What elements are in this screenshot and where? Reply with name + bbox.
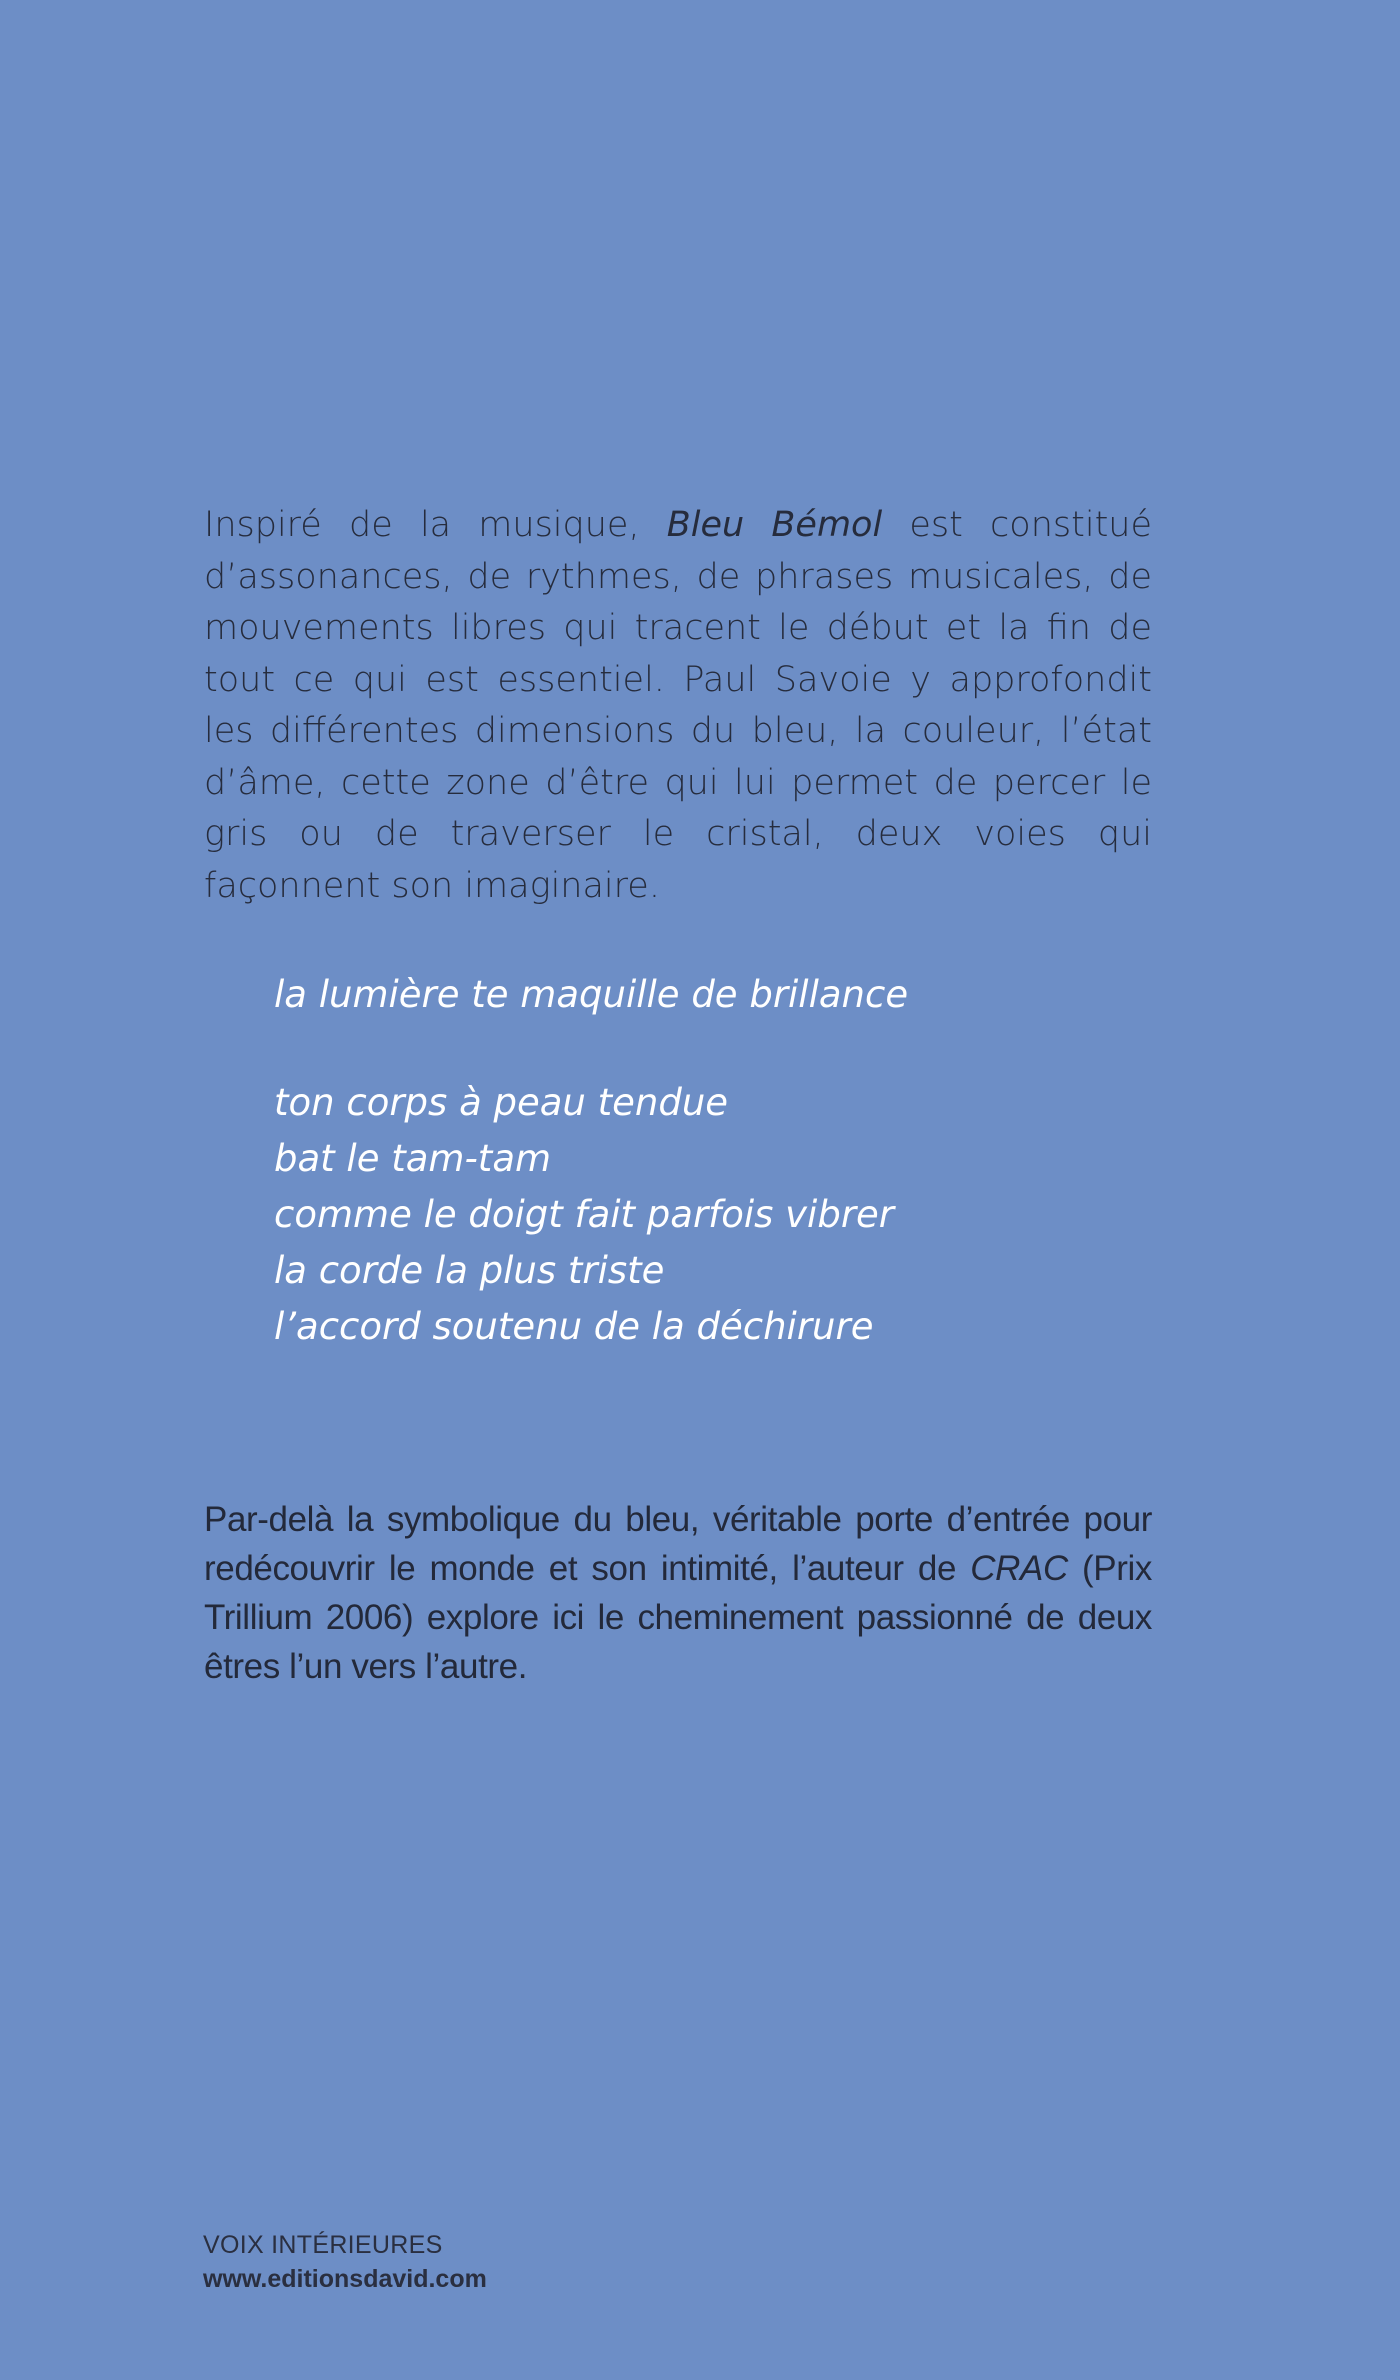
poem-line: ton corps à peau tendue bbox=[274, 1081, 729, 1124]
outro-text-end: (Prix Trillium 2006) explore ici le cheminement passionné de deux êtres l’un vers l’autre. bbox=[204, 1549, 1152, 1686]
poem-line: bat le tam-tam bbox=[274, 1137, 552, 1180]
poem-line: la corde la plus triste bbox=[274, 1249, 665, 1292]
poem-stanza-1 bbox=[274, 967, 1174, 1023]
book-title: Bleu Bémol bbox=[666, 505, 883, 545]
footer bbox=[203, 2228, 487, 2296]
poem-line: comme le doigt fait parfois vibrer bbox=[274, 1193, 895, 1236]
intro-text-end: est constitué d’assonances, de rythmes, de phrases musicales, de mouvements libres qui tracent le début et la fin de tout ce qui est essentiel. Paul Savoie y approfondit les différentes dimensions du bleu, la couleur, l’état d’âme, cette zone d’être qui lui permet de percer le gris ou de traverser le cristal, deux voies qui façonnent son imaginaire. bbox=[204, 505, 1153, 906]
outro-paragraph bbox=[204, 1495, 1152, 1691]
collection-name: VOIX INTÉRIEURES bbox=[203, 2231, 443, 2259]
poem-line: l’accord soutenu de la déchirure bbox=[274, 1305, 874, 1348]
poem-stanza-2 bbox=[274, 1075, 1174, 1355]
publisher-website: www.editionsdavid.com bbox=[203, 2265, 487, 2293]
outro-text-start: Par-delà la symbolique du bleu, véritable porte d’entrée pour redécouvrir le monde et son intimité, l’auteur de bbox=[204, 1500, 1152, 1588]
intro-text-start: Inspiré de la musique, bbox=[204, 505, 667, 545]
poem-line: la lumière te maquille de brillance bbox=[274, 973, 909, 1016]
intro-paragraph bbox=[204, 500, 1152, 912]
previous-book-title: CRAC bbox=[970, 1549, 1068, 1588]
